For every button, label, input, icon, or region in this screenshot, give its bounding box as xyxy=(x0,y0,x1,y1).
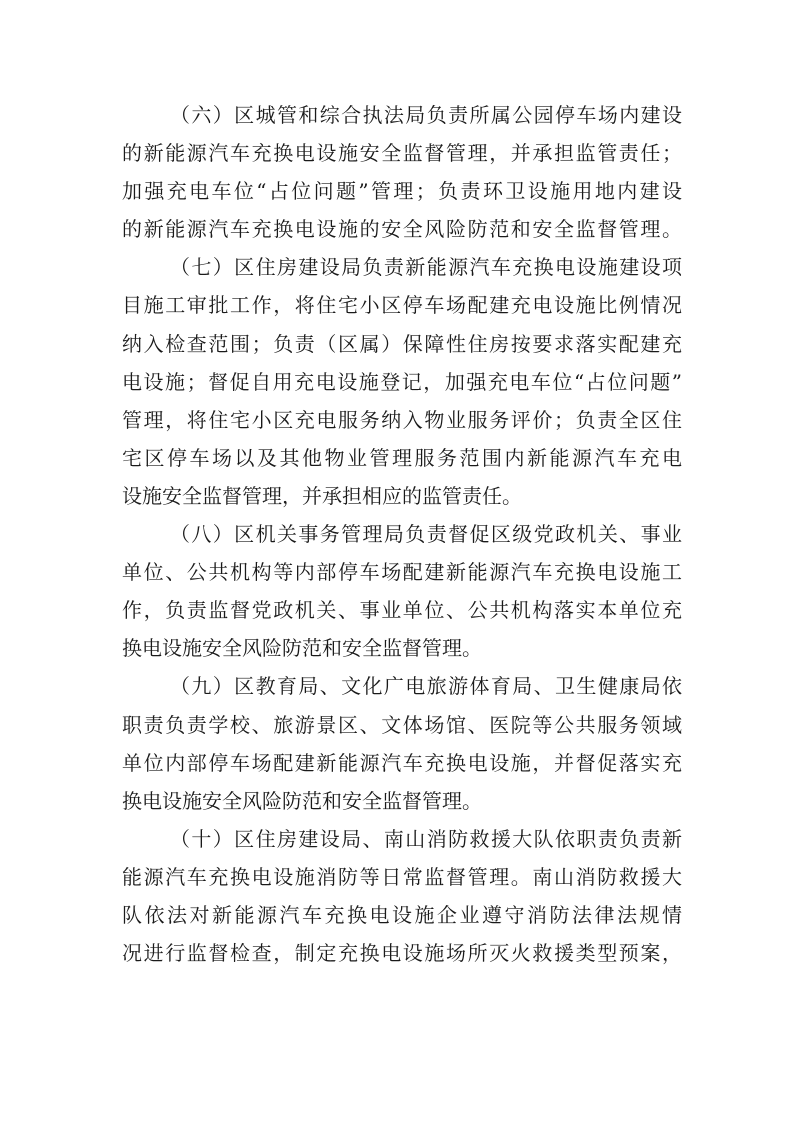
paragraph-9-line-1: （九）区教育局、文化广电旅游体育局、卫生健康局依 xyxy=(170,674,682,699)
paragraph-8-line-2: 单位、公共机构等内部停车场配建新能源汽车充换电设施工 xyxy=(122,560,682,585)
paragraph-7-line-1: （七）区住房建设局负责新能源汽车充换电设施建设项 xyxy=(170,255,682,280)
paragraph-6-line-3: 加强充电车位“占位问题”管理；负责环卫设施用地内建设 xyxy=(122,179,682,204)
paragraph-10-line-3: 队依法对新能源汽车充换电设施企业遵守消防法律法规情 xyxy=(122,902,682,927)
paragraph-7-line-2: 目施工审批工作，将住宅小区停车场配建充电设施比例情况 xyxy=(122,293,682,318)
paragraph-10-line-2: 能源汽车充换电设施消防等日常监督管理。南山消防救援大 xyxy=(122,864,682,889)
paragraph-10-line-4: 况进行监督检查，制定充换电设施场所灭火救援类型预案， xyxy=(122,941,682,966)
paragraph-10-line-1: （十）区住房建设局、南山消防救援大队依职责负责新 xyxy=(170,826,682,851)
paragraph-8-line-1: （八）区机关事务管理局负责督促区级党政机关、事业 xyxy=(170,522,682,547)
paragraph-7-line-4: 电设施；督促自用充电设施登记，加强充电车位“占位问题” xyxy=(122,369,682,394)
paragraph-7-line-7: 设施安全监督管理，并承担相应的监管责任。 xyxy=(122,483,522,508)
paragraph-8-line-3: 作，负责监督党政机关、事业单位、公共机构落实本单位充 xyxy=(122,598,682,623)
paragraph-6-line-2: 的新能源汽车充换电设施安全监督管理，并承担监管责任； xyxy=(122,141,682,166)
paragraph-7-line-3: 纳入检查范围；负责（区属）保障性住房按要求落实配建充 xyxy=(122,331,682,356)
paragraph-8-line-4: 换电设施安全风险防范和安全监督管理。 xyxy=(122,636,482,661)
paragraph-7-line-5: 管理，将住宅小区充电服务纳入物业服务评价；负责全区住 xyxy=(122,407,682,432)
document-body xyxy=(122,96,682,972)
paragraph-6-line-4: 的新能源汽车充换电设施的安全风险防范和安全监督管理。 xyxy=(122,217,682,242)
paragraph-9-line-2: 职责负责学校、旅游景区、文体场馆、医院等公共服务领域 xyxy=(122,712,682,737)
paragraph-9-line-3: 单位内部停车场配建新能源汽车充换电设施，并督促落实充 xyxy=(122,750,682,775)
paragraph-9-line-4: 换电设施安全风险防范和安全监督管理。 xyxy=(122,788,482,813)
paragraph-6-line-1: （六）区城管和综合执法局负责所属公园停车场内建设 xyxy=(170,103,682,127)
paragraph-7-line-6: 宅区停车场以及其他物业管理服务范围内新能源汽车充电 xyxy=(122,445,682,470)
